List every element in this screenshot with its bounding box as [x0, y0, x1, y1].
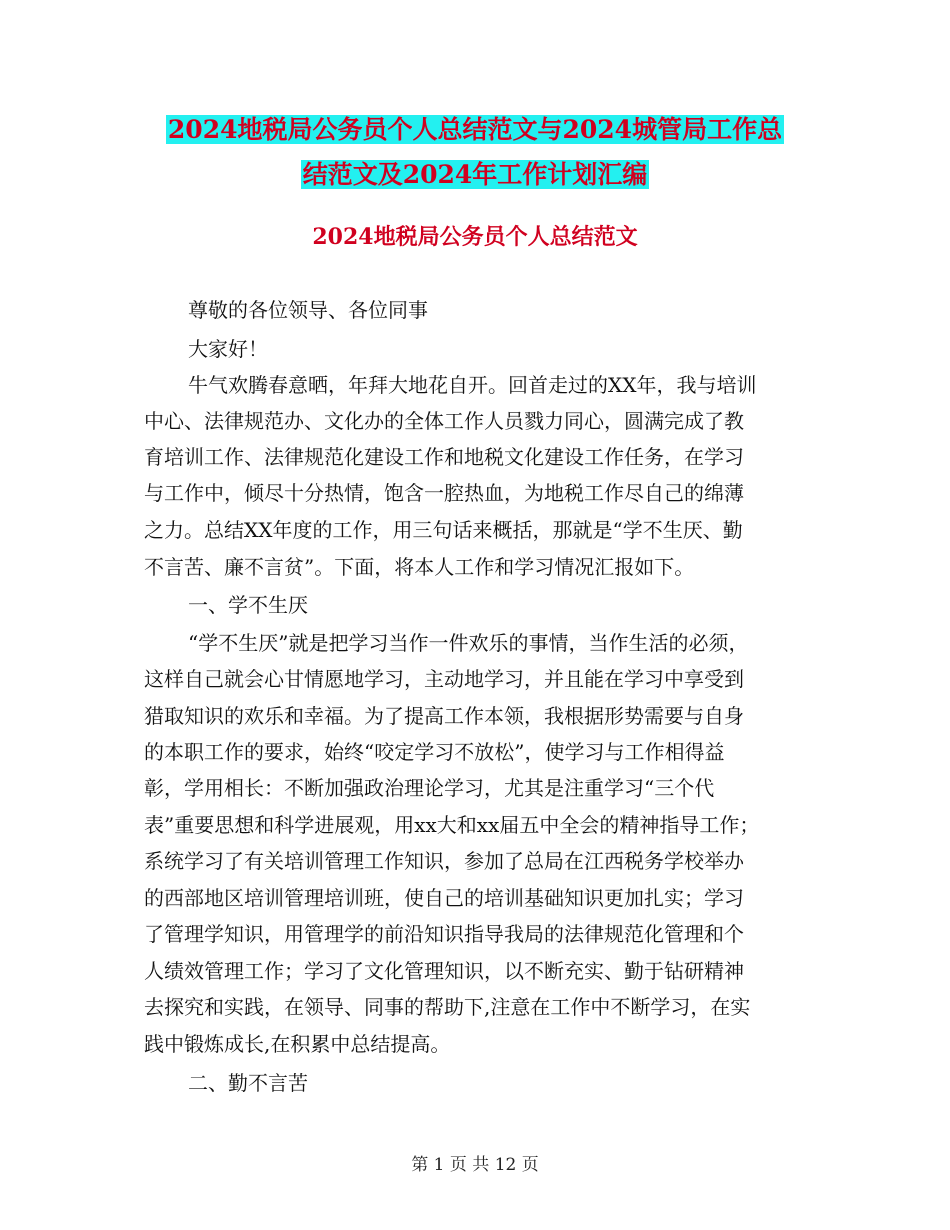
body-line: 人绩效管理工作；学习了文化管理知识，以不断充实、勤于钻研精神 — [144, 959, 744, 983]
body-line: 之力。总结XX年度的工作，用三句话来概括，那就是“学不生厌、勤 — [144, 518, 743, 542]
body-line: “学不生厌”就是把学习当作一件欢乐的事情，当作生活的必须， — [188, 631, 749, 655]
body-line: 表”重要思想和科学进展观，用xx大和xx届五中全会的精神指导工作； — [144, 813, 760, 837]
page-number-footer: 第 1 页 共 12 页 — [411, 1155, 539, 1175]
salutation: 尊敬的各位领导、各位同事 — [188, 298, 428, 322]
body-line: 的西部地区培训管理培训班，使自己的培训基础知识更加扎实；学习 — [144, 886, 744, 910]
body-line: 与工作中，倾尽十分热情，饱含一腔热血，为地税工作尽自己的绵薄 — [144, 481, 744, 505]
body-line: 中心、法律规范办、文化办的全体工作人员戮力同心，圆满完成了教 — [144, 409, 744, 433]
greeting: 大家好！ — [188, 337, 268, 361]
heading-1: 一、学不生厌 — [188, 593, 308, 617]
body-line: 不言苦、廉不言贫”。下面，将本人工作和学习情况汇报如下。 — [144, 555, 695, 579]
body-line: 猎取知识的欢乐和幸福。为了提高工作本领，我根据形势需要与自身 — [144, 704, 744, 728]
document-title-line-1: 2024地税局公务员个人总结范文与2024城管局工作总 — [167, 115, 783, 144]
body-line: 系统学习了有关培训管理工作知识，参加了总局在江西税务学校举办 — [144, 849, 744, 873]
heading-2: 二、勤不言苦 — [188, 1071, 308, 1095]
body-line: 这样自己就会心甘情愿地学习，主动地学习，并且能在学习中享受到 — [144, 667, 744, 691]
body-line: 育培训工作、法律规范化建设工作和地税文化建设工作任务，在学习 — [144, 445, 744, 469]
document-title-line-2: 结范文及2024年工作计划汇编 — [302, 160, 648, 189]
section-title: 2024地税局公务员个人总结范文 — [312, 224, 638, 250]
body-line: 践中锻炼成长,在积累中总结提高。 — [144, 1032, 451, 1056]
body-line: 去探究和实践，在领导、同事的帮助下,注意在工作中不断学习，在实 — [144, 995, 751, 1019]
body-line: 了管理学知识，用管理学的前沿知识指导我局的法律规范化管理和个 — [144, 922, 744, 946]
body-line: 的本职工作的要求，始终“咬定学习不放松”，使学习与工作相得益 — [144, 740, 725, 764]
body-line: 彰，学用相长：不断加强政治理论学习，尤其是注重学习“三个代 — [144, 776, 715, 800]
body-line: 牛气欢腾春意晒，年拜大地花自开。回首走过的XX年，我与培训 — [188, 373, 757, 397]
